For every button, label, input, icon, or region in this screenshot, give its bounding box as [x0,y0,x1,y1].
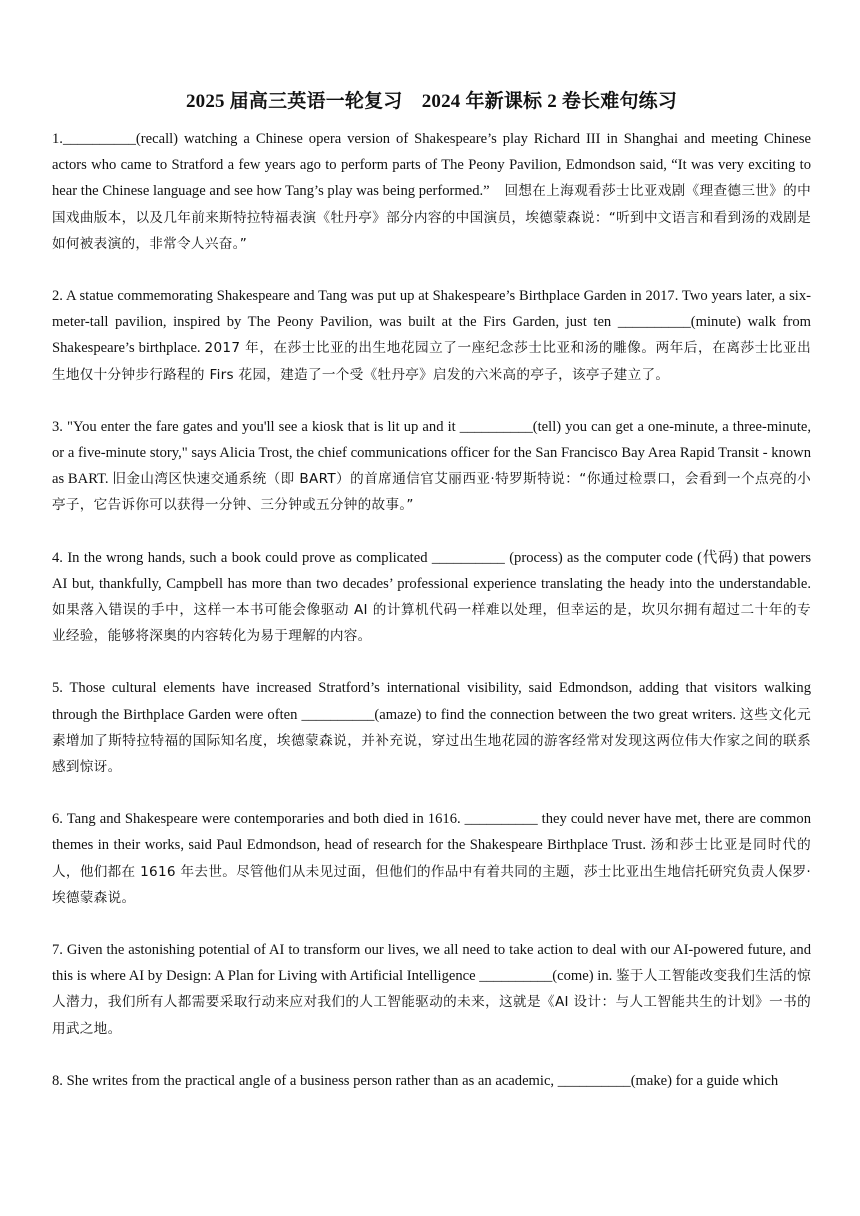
exercise-item-1 [52,126,811,257]
document-page [52,88,811,1120]
exercise-2-chinese: 2017 年，在莎士比亚的出生地花园立了一座纪念莎士比亚和汤的雕像。两年后，在离莎士比亚出生地仅十分钟步行路程的 Firs 花园，建造了一个受《牡丹亭》启发的六米高的亭子，该亭子建立了。 [52,340,812,383]
exercise-6-english: 6. Tang and Shakespeare were contemporaries and both died in 1616. __________ they could never have met, there are common themes in their works, said Paul Edmondson, head of research for the Shakespeare Birthplace Trust. [52,811,811,854]
exercise-5-chinese: 这些文化元素增加了斯特拉特福的国际知名度，埃德蒙森说，并补充说，穿过出生地花园的游客经常对发现这两位伟大作家之间的联系感到惊讶。 [52,706,811,776]
exercise-4-english: 4. In the wrong hands, such a book could prove as complicated __________ (process) as the computer code (代码) that powers AI but, thankfully, Campbell has more than two decades’ professional experience translating the heady into the understandable. [52,549,811,592]
exercise-4-chinese: 如果落入错误的手中，这样一本书可能会像驱动 AI 的计算机代码一样难以处理，但幸运的是，坎贝尔拥有超过二十年的专业经验，能够将深奥的内容转化为易于理解的内容。 [52,602,811,645]
exercise-item-6 [52,806,811,911]
exercise-item-4 [52,545,811,650]
exercise-2-english: 2. A statue commemorating Shakespeare and Tang was put up at Shakespeare’s Birthplace Garden in 2017. Two years later, a six-meter-tall pavilion, inspired by The Peony Pavilion, was built at the Firs Garden, just ten __________(minute) walk from Shakespeare’s birthplace. [52,288,811,357]
exercise-1-english: 1.__________(recall) watching a Chinese opera version of Shakespeare’s play Richard III in Shanghai and meeting Chinese actors who came to Stratford a few years ago to perform parts of The Peony Pavilion, Edmondson said, “It was very exciting to hear the Chinese language and see how Tang’s play was being performed.” [52,131,811,200]
exercise-item-3 [52,414,811,519]
exercise-item-7 [52,937,811,1042]
document-title: 2025 届高三英语一轮复习 2024 年新课标 2 卷长难句练习 [185,91,678,112]
exercise-item-5 [52,675,811,780]
exercise-item-2 [52,283,811,388]
exercise-1-chinese: 回想在上海观看莎士比亚戏剧《理查德三世》的中国戏曲版本，以及几年前来斯特拉特福表演《牡丹亭》部分内容的中国演员，埃德蒙森说：“听到中文语言和看到汤的戏剧是如何被表演的，非常令人兴奋。” [52,183,812,252]
exercise-3-english: 3. "You enter the fare gates and you'll see a kiosk that is lit up and it __________(tell) you can get a one-minute, a three-minute, or a five-minute story," says Alicia Trost, the chief communications officer for the San Francisco Bay Area Rapid Transit - known as BART. [52,418,811,488]
exercise-7-chinese: 鉴于人工智能改变我们生活的惊人潜力，我们所有人都需要采取行动来应对我们的人工智能驱动的未来，这就是《AI 设计：与人工智能共生的计划》一书的用武之地。 [52,968,811,1037]
exercise-3-chinese: 旧金山湾区快速交通系统（即 BART）的首席通信官艾丽西亚·特罗斯特说：“你通过检票口，会看到一个点亮的小亭子，它告诉你可以获得一分钟、三分钟或五分钟的故事。” [52,471,811,514]
exercise-7-english: 7. Given the astonishing potential of AI to transform our lives, we all need to take action to deal with our AI-powered future, and this is where AI by Design: A Plan for Living with Artificial Intelligence __________(come) in. [52,942,811,985]
exercise-8-english: 8. She writes from the practical angle of a business person rather than as an academic, __________(make) for a guide which [52,1072,779,1089]
exercise-6-chinese: 汤和莎士比亚是同时代的人，他们都在 1616 年去世。尽管他们从未见过面，但他们的作品中有着共同的主题，莎士比亚出生地信托研究负责人保罗·埃德蒙森说。 [52,837,811,906]
exercise-item-8 [52,1068,811,1094]
exercise-5-english: 5. Those cultural elements have increased Stratford’s international visibility, said Edmondson, adding that visitors walking through the Birthplace Garden were often __________(amaze) to find the connection between the two great writers. [52,680,811,723]
